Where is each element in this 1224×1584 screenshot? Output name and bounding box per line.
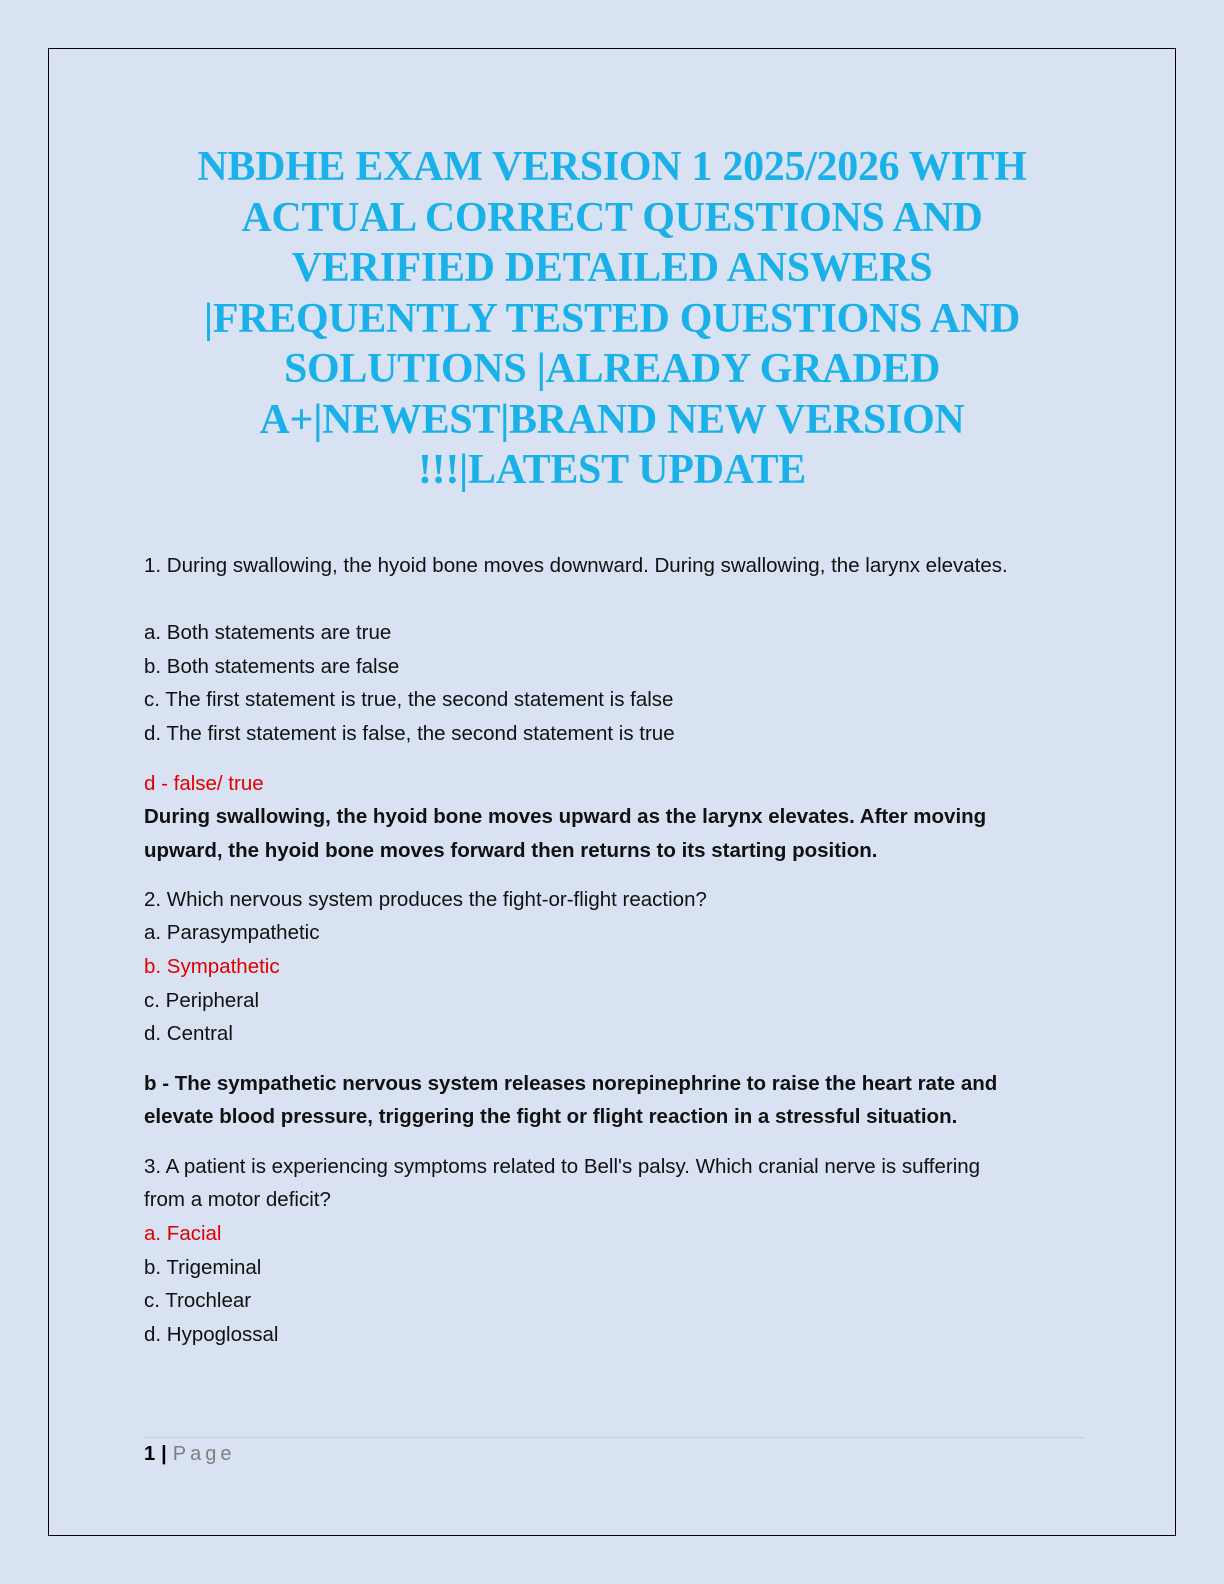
- q3-option-a-correct: a. Facial: [144, 1222, 222, 1245]
- q1-explanation-line: During swallowing, the hyoid bone moves upward as the larynx elevates. After moving: [144, 805, 987, 828]
- title-line: ACTUAL CORRECT QUESTIONS AND: [241, 194, 983, 241]
- document-title: [120, 142, 1104, 496]
- q2-option-d: d. Central: [144, 1022, 233, 1045]
- q2-option-b-correct: b. Sympathetic: [144, 955, 280, 978]
- q1-answer: d - false/ true: [144, 772, 264, 795]
- page-footer: [144, 1440, 235, 1468]
- question-1-text: 1. During swallowing, the hyoid bone moves downward. During swallowing, the larynx elevates.: [144, 554, 1008, 577]
- q2-explanation-line: b - The sympathetic nervous system releases norepinephrine to raise the heart rate and: [144, 1072, 998, 1095]
- title-line: !!!|LATEST UPDATE: [417, 447, 807, 493]
- title-line: |FREQUENTLY TESTED QUESTIONS AND: [203, 295, 1021, 342]
- page-label: Page: [172, 1443, 236, 1465]
- footer-divider: [144, 1437, 1084, 1438]
- footer-separator: |: [161, 1443, 167, 1465]
- title-line: A+|NEWEST|BRAND NEW VERSION: [259, 396, 965, 443]
- q2-option-c: c. Peripheral: [144, 989, 260, 1012]
- title-line: VERIFIED DETAILED ANSWERS: [291, 245, 933, 291]
- q1-explanation-line: upward, the hyoid bone moves forward then returns to its starting position.: [144, 839, 878, 862]
- q3-option-d: d. Hypoglossal: [144, 1323, 279, 1346]
- q1-option-a: a. Both statements are true: [144, 621, 392, 644]
- q1-option-b: b. Both statements are false: [144, 655, 400, 678]
- q3-option-b: b. Trigeminal: [144, 1256, 262, 1279]
- q2-option-a: a. Parasympathetic: [144, 921, 320, 944]
- q2-explanation-line: elevate blood pressure, triggering the fight or flight reaction in a stressful situation.: [144, 1105, 958, 1128]
- question-2-text: 2. Which nervous system produces the fight-or-flight reaction?: [144, 888, 707, 911]
- q1-option-d: d. The first statement is false, the second statement is true: [144, 722, 675, 745]
- question-3-text-cont: from a motor deficit?: [144, 1188, 331, 1211]
- title-line: SOLUTIONS |ALREADY GRADED: [284, 346, 940, 392]
- page-number: 1: [144, 1443, 156, 1465]
- q3-option-c: c. Trochlear: [144, 1289, 252, 1312]
- title-line: NBDHE EXAM VERSION 1 2025/2026 WITH: [197, 144, 1027, 190]
- question-3-text: 3. A patient is experiencing symptoms related to Bell's palsy. Which cranial nerve is suffering: [144, 1155, 981, 1178]
- q1-option-c: c. The first statement is true, the second statement is false: [144, 688, 674, 711]
